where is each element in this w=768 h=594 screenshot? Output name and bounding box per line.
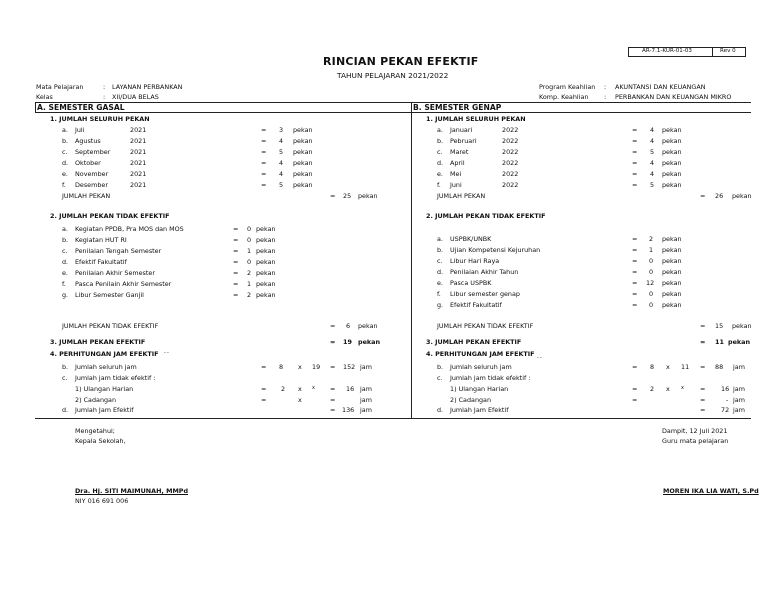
a-s4-title: 4. PERHITUNGAN JAM EFEKTIF	[50, 350, 159, 358]
colon: :	[604, 93, 607, 101]
dash-mark: -	[537, 355, 539, 361]
sign-right-line2: Guru mata pelajaran	[662, 437, 729, 445]
prog-value: AKUNTANSI DAN KEUANGAN	[615, 83, 706, 91]
colon: :	[604, 83, 607, 91]
dash-mark: -	[167, 350, 169, 356]
mapel-label: Mata Pelajaran	[36, 83, 84, 91]
section-b-header: B. SEMESTER GENAP	[413, 102, 502, 112]
doc-code: AR-7.1-KUR-01-03	[642, 47, 692, 54]
sign-left-name: Dra. Hj. SITI MAIMUNAH, MMPd	[75, 487, 189, 495]
kelas-label: Kelas	[36, 93, 53, 101]
komp-label: Komp. Keahlian	[539, 93, 589, 101]
b-s1-title: 1. JUMLAH SELURUH PEKAN	[426, 115, 526, 123]
colon: :	[103, 83, 106, 91]
colon: :	[103, 93, 106, 101]
mapel-value: LAYANAN PERBANKAN	[112, 83, 183, 91]
a-s1-title: 1. JUMLAH SELURUH PEKAN	[50, 115, 150, 123]
sign-left-line2: Kepala Sekolah,	[75, 437, 126, 445]
kelas-value: XII/DUA BELAS	[112, 93, 159, 101]
section-a-header: A. SEMESTER GASAL	[37, 102, 125, 112]
b-s2-title: 2. JUMLAH PEKAN TIDAK EFEKTIF	[426, 212, 546, 220]
komp-value: PERBANKAN DAN KEUANGAN MIKRO	[615, 93, 732, 101]
page-title: RINCIAN PEKAN EFEKTIF	[323, 55, 479, 68]
page-subtitle: TAHUN PELAJARAN 2021/2022	[337, 71, 449, 80]
sign-left-line1: Mengetahui;	[75, 427, 115, 435]
sign-right-name: MOREN IKA LIA WATI, S.Pd	[663, 487, 759, 495]
prog-label: Program Keahlian	[539, 83, 596, 91]
dash-mark: -	[540, 355, 542, 361]
dash-mark: -	[164, 350, 166, 356]
b-s4-title: 4. PERHITUNGAN JAM EFEKTIF	[426, 350, 535, 358]
rev-label: Rev 0	[720, 47, 736, 54]
a-s2-title: 2. JUMLAH PEKAN TIDAK EFEKTIF	[50, 212, 170, 220]
sign-right-line1: Dampit, 12 Juli 2021	[662, 427, 728, 435]
sign-left-id: NIY 016 691 006	[75, 497, 129, 505]
